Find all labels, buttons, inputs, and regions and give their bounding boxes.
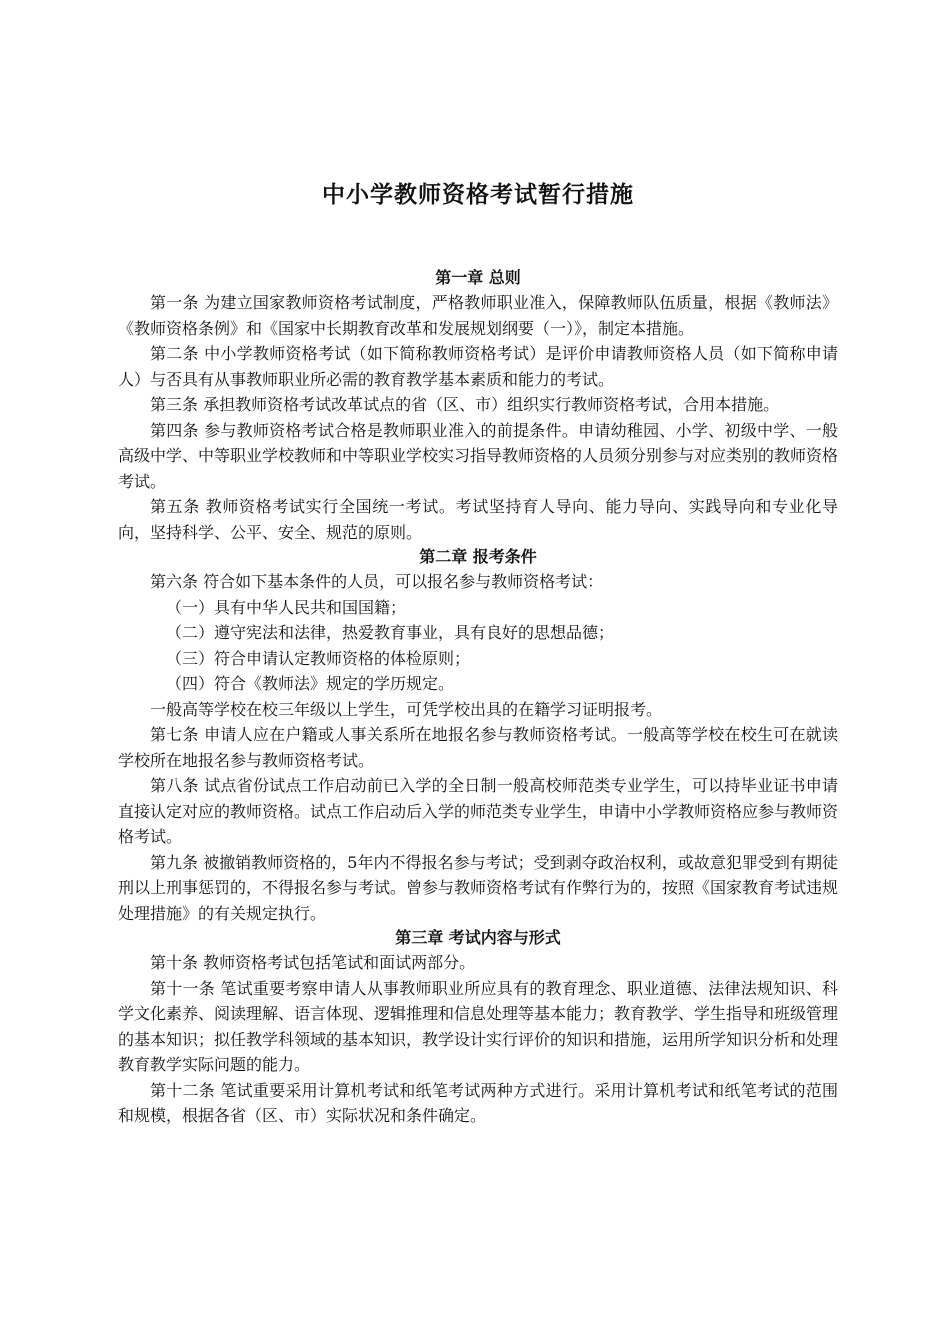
article-6: 第六条 符合如下基本条件的人员，可以报名参与教师资格考试： <box>150 572 604 591</box>
document-title: 中小学教师资格考试暂行措施 <box>322 182 634 208</box>
article-9: 第九条 被撤销教师资格的，5年内不得报名参与考试；受到剥夺政治权利，或故意犯罪受到有期徒刑以上刑事惩罚的，不得报名参与考试。曾参与教师资格考试有作弊行为的，按照《国家教育考试违规处理措施》的有关规定执行。 <box>118 852 839 923</box>
chapter-2-heading: 第二章 报考条件 <box>419 547 537 566</box>
chapter-3-heading: 第三章 考试内容与形式 <box>395 928 561 947</box>
article-8: 第八条 试点省份试点工作启动前已入学的全日制一般高校师范类专业学生，可以持毕业证书申请直接认定对应的教师资格。试点工作启动后入学的师范类专业学生，申请中小学教师资格应参与教师资格考试。 <box>118 776 839 846</box>
condition-item: （三）符合申请认定教师资格的体检原则； <box>166 648 471 668</box>
article-4: 第四条 参与教师资格考试合格是教师职业准入的前提条件。申请幼稚园、小学、初级中学、一般高级中学、中等职业学校教师和中等职业学校实习指导教师资格的人员须分别参与对应类别的教师资格考试。 <box>118 420 839 491</box>
chapter-1-heading: 第一章 总则 <box>435 268 521 287</box>
article-5: 第五条 教师资格考试实行全国统一考试。考试坚持育人导向、能力导向、实践导向和专业化导向，坚持科学、公平、安全、规范的原则。 <box>118 497 838 542</box>
student-note: 一般高等学校在校三年级以上学生，可凭学校出具的在籍学习证明报考。 <box>150 699 663 719</box>
condition-item: （一）具有中华人民共和国国籍； <box>166 597 407 617</box>
article-12: 第十二条 笔试重要采用计算机考试和纸笔考试两种方式进行。采用计算机考试和纸笔考试的范围和规模，根据各省（区、市）实际状况和条件确定。 <box>118 1080 838 1125</box>
condition-item: （四）符合《教师法》规定的学历规定。 <box>166 674 455 693</box>
article-11: 第十一条 笔试重要考察申请人从事教师职业所应具有的教育理念、职业道德、法律法规知识、科学文化素养、阅读理解、语言体现、逻辑推理和信息处理等基本能力；教育教学、学生指导和班级管理的基本知识；拟任教学科领域的基本知识，教学设计实行评价的知识和措施，运用所学知识分析和处理教育教学实际问题的能力。 <box>118 978 839 1074</box>
article-10: 第十条 教师资格考试包括笔试和面试两部分。 <box>150 953 476 972</box>
condition-item: （二）遵守宪法和法律，热爱教育事业，具有良好的思想品德； <box>166 623 615 642</box>
article-1: 第一条 为建立国家教师资格考试制度，严格教师职业准入，保障教师队伍质量，根据《教师法》《教师资格条例》和《国家中长期教育改革和发展规划纲要（一）》，制定本措施。 <box>118 293 838 338</box>
article-3: 第三条 承担教师资格考试改革试点的省（区、市）组织实行教师资格考试，合用本措施。 <box>150 395 780 414</box>
article-2: 第二条 中小学教师资格考试（如下简称教师资格考试）是评价申请教师资格人员（如下简称申请人）与否具有从事教师职业所必需的教育教学基本素质和能力的考试。 <box>118 344 838 389</box>
article-7: 第七条 申请人应在户籍或人事关系所在地报名参与教师资格考试。一般高等学校在校生可在就读学校所在地报名参与教师资格考试。 <box>118 725 838 770</box>
document-body <box>118 266 838 1129</box>
